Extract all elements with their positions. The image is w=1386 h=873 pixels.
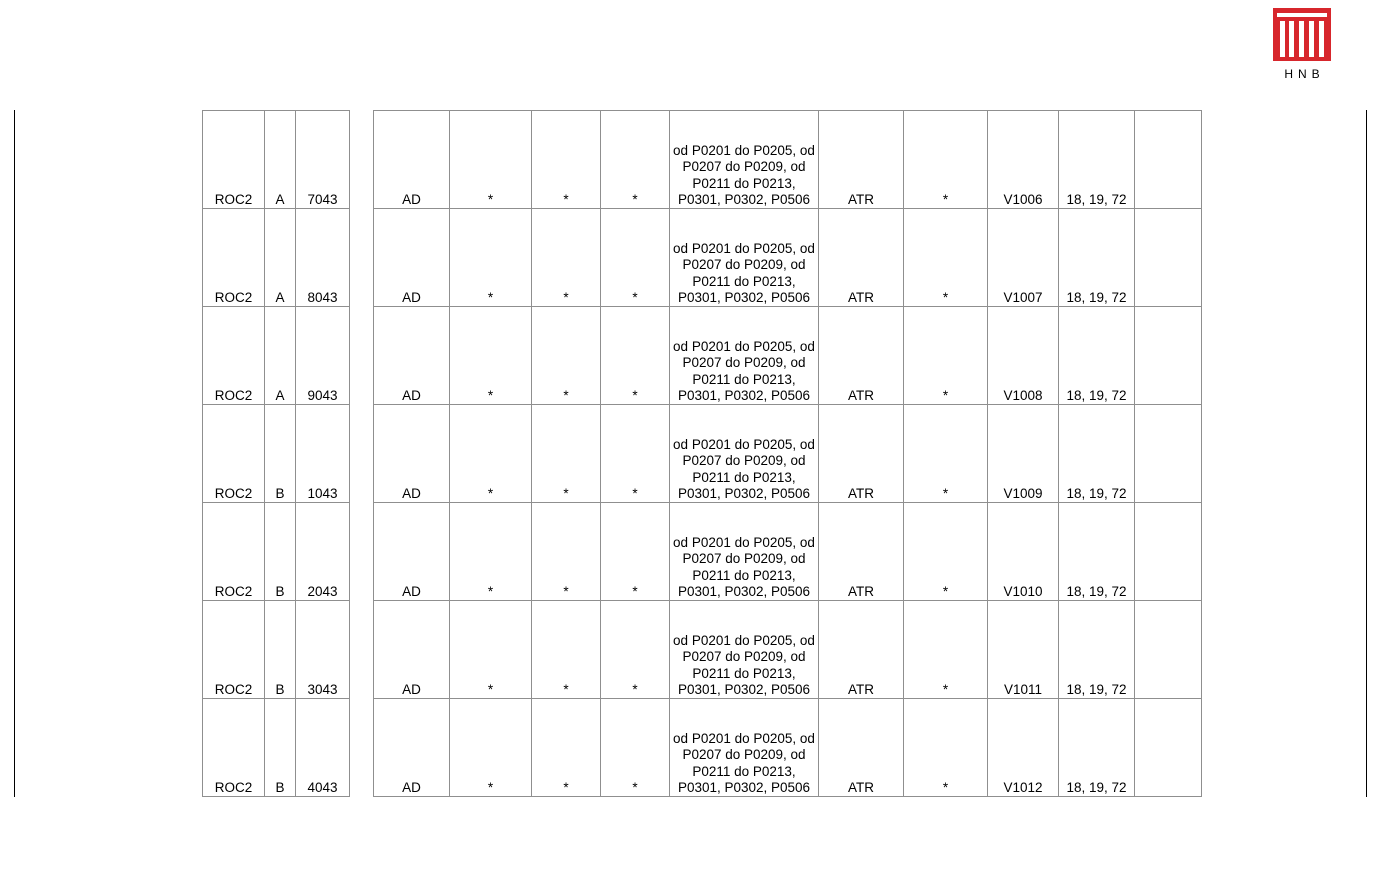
table-cell: A bbox=[265, 307, 296, 405]
table-cell: AD bbox=[374, 405, 450, 503]
table-cell: B bbox=[265, 405, 296, 503]
table-cell: 18, 19, 72 bbox=[1059, 405, 1135, 503]
hnb-building-icon bbox=[1273, 8, 1331, 61]
table-cell: 18, 19, 72 bbox=[1059, 601, 1135, 699]
table-cell: V1012 bbox=[988, 699, 1059, 797]
table-cell: * bbox=[532, 405, 601, 503]
table-cell: * bbox=[450, 503, 532, 601]
table-cell: 18, 19, 72 bbox=[1059, 209, 1135, 307]
table-cell: * bbox=[532, 209, 601, 307]
table-cell: * bbox=[904, 111, 988, 209]
table-cell: * bbox=[532, 601, 601, 699]
table-cell: * bbox=[532, 307, 601, 405]
table-cell: * bbox=[450, 405, 532, 503]
table-cell: AD bbox=[374, 601, 450, 699]
table-cell: * bbox=[601, 111, 670, 209]
table-cell: * bbox=[450, 699, 532, 797]
table-cell bbox=[1135, 699, 1202, 797]
table-cell: ROC2 bbox=[203, 111, 265, 209]
table-cell: od P0201 do P0205, od P0207 do P0209, od P0211 do P0213, P0301, P0302, P0506 bbox=[670, 503, 819, 601]
table-cell: ROC2 bbox=[203, 307, 265, 405]
table-cell: 9043 bbox=[296, 307, 350, 405]
table-cell bbox=[1135, 601, 1202, 699]
table-cell: ROC2 bbox=[203, 699, 265, 797]
table-cell: od P0201 do P0205, od P0207 do P0209, od P0211 do P0213, P0301, P0302, P0506 bbox=[670, 699, 819, 797]
table-cell: A bbox=[265, 209, 296, 307]
data-table bbox=[202, 110, 1202, 797]
table-cell: * bbox=[904, 307, 988, 405]
table-cell: od P0201 do P0205, od P0207 do P0209, od P0211 do P0213, P0301, P0302, P0506 bbox=[670, 601, 819, 699]
table-cell: V1006 bbox=[988, 111, 1059, 209]
table-cell: od P0201 do P0205, od P0207 do P0209, od P0211 do P0213, P0301, P0302, P0506 bbox=[670, 307, 819, 405]
table-cell bbox=[1135, 307, 1202, 405]
table-cell: ATR bbox=[819, 405, 904, 503]
table-cell: B bbox=[265, 601, 296, 699]
table-cell: ATR bbox=[819, 503, 904, 601]
table-cell: V1011 bbox=[988, 601, 1059, 699]
table-cell bbox=[1135, 209, 1202, 307]
table-cell: od P0201 do P0205, od P0207 do P0209, od P0211 do P0213, P0301, P0302, P0506 bbox=[670, 209, 819, 307]
table-cell: B bbox=[265, 699, 296, 797]
table-cell: V1009 bbox=[988, 405, 1059, 503]
table-cell: * bbox=[450, 209, 532, 307]
spacer-cell bbox=[350, 405, 374, 503]
table-cell: * bbox=[450, 307, 532, 405]
table-cell: 4043 bbox=[296, 699, 350, 797]
spacer-cell bbox=[350, 111, 374, 209]
table-cell: AD bbox=[374, 503, 450, 601]
spacer-cell bbox=[350, 209, 374, 307]
table-row bbox=[203, 601, 1202, 699]
table-cell: V1007 bbox=[988, 209, 1059, 307]
table-cell: ATR bbox=[819, 699, 904, 797]
table-cell: * bbox=[601, 503, 670, 601]
spacer-cell bbox=[350, 503, 374, 601]
table-row bbox=[203, 111, 1202, 209]
table-row bbox=[203, 699, 1202, 797]
table-cell: * bbox=[450, 111, 532, 209]
table-cell: 8043 bbox=[296, 209, 350, 307]
spacer-cell bbox=[350, 699, 374, 797]
table-cell: * bbox=[601, 209, 670, 307]
table-cell: 3043 bbox=[296, 601, 350, 699]
table-cell: 18, 19, 72 bbox=[1059, 307, 1135, 405]
spacer-cell bbox=[350, 601, 374, 699]
table-cell: * bbox=[904, 699, 988, 797]
table-cell: AD bbox=[374, 111, 450, 209]
table-cell: ROC2 bbox=[203, 405, 265, 503]
table-cell: ROC2 bbox=[203, 601, 265, 699]
table-cell: 1043 bbox=[296, 405, 350, 503]
table-cell: A bbox=[265, 111, 296, 209]
table-cell: B bbox=[265, 503, 296, 601]
table-cell: V1008 bbox=[988, 307, 1059, 405]
table-cell: * bbox=[601, 601, 670, 699]
table-cell: ATR bbox=[819, 111, 904, 209]
table-cell: ROC2 bbox=[203, 503, 265, 601]
table-cell: 18, 19, 72 bbox=[1059, 111, 1135, 209]
table-cell: 18, 19, 72 bbox=[1059, 503, 1135, 601]
table-cell: ATR bbox=[819, 307, 904, 405]
table-row bbox=[203, 209, 1202, 307]
table-cell: ATR bbox=[819, 209, 904, 307]
table-cell: 7043 bbox=[296, 111, 350, 209]
table-cell: * bbox=[450, 601, 532, 699]
table-cell: * bbox=[904, 209, 988, 307]
table-cell: od P0201 do P0205, od P0207 do P0209, od P0211 do P0213, P0301, P0302, P0506 bbox=[670, 405, 819, 503]
table-cell bbox=[1135, 111, 1202, 209]
table-cell: * bbox=[601, 307, 670, 405]
table-cell: * bbox=[532, 699, 601, 797]
table-cell: ROC2 bbox=[203, 209, 265, 307]
table-cell: * bbox=[904, 601, 988, 699]
table-cell: * bbox=[532, 111, 601, 209]
table-row bbox=[203, 307, 1202, 405]
table-cell: * bbox=[904, 405, 988, 503]
table-row bbox=[203, 503, 1202, 601]
table-cell: * bbox=[601, 405, 670, 503]
table-cell: V1010 bbox=[988, 503, 1059, 601]
table-cell: 18, 19, 72 bbox=[1059, 699, 1135, 797]
table-row bbox=[203, 405, 1202, 503]
table-cell: od P0201 do P0205, od P0207 do P0209, od P0211 do P0213, P0301, P0302, P0506 bbox=[670, 111, 819, 209]
table-cell: AD bbox=[374, 307, 450, 405]
table-cell: * bbox=[601, 699, 670, 797]
table-cell: * bbox=[904, 503, 988, 601]
table-cell bbox=[1135, 503, 1202, 601]
logo-text: HNB bbox=[1284, 67, 1325, 81]
table-cell: ATR bbox=[819, 601, 904, 699]
table-cell: AD bbox=[374, 209, 450, 307]
spacer-cell bbox=[350, 307, 374, 405]
table-cell: AD bbox=[374, 699, 450, 797]
right-page-border bbox=[1366, 110, 1367, 797]
table-cell bbox=[1135, 405, 1202, 503]
table-cell: 2043 bbox=[296, 503, 350, 601]
hnb-logo bbox=[1273, 8, 1331, 81]
left-page-border bbox=[14, 110, 15, 797]
table-cell: * bbox=[532, 503, 601, 601]
